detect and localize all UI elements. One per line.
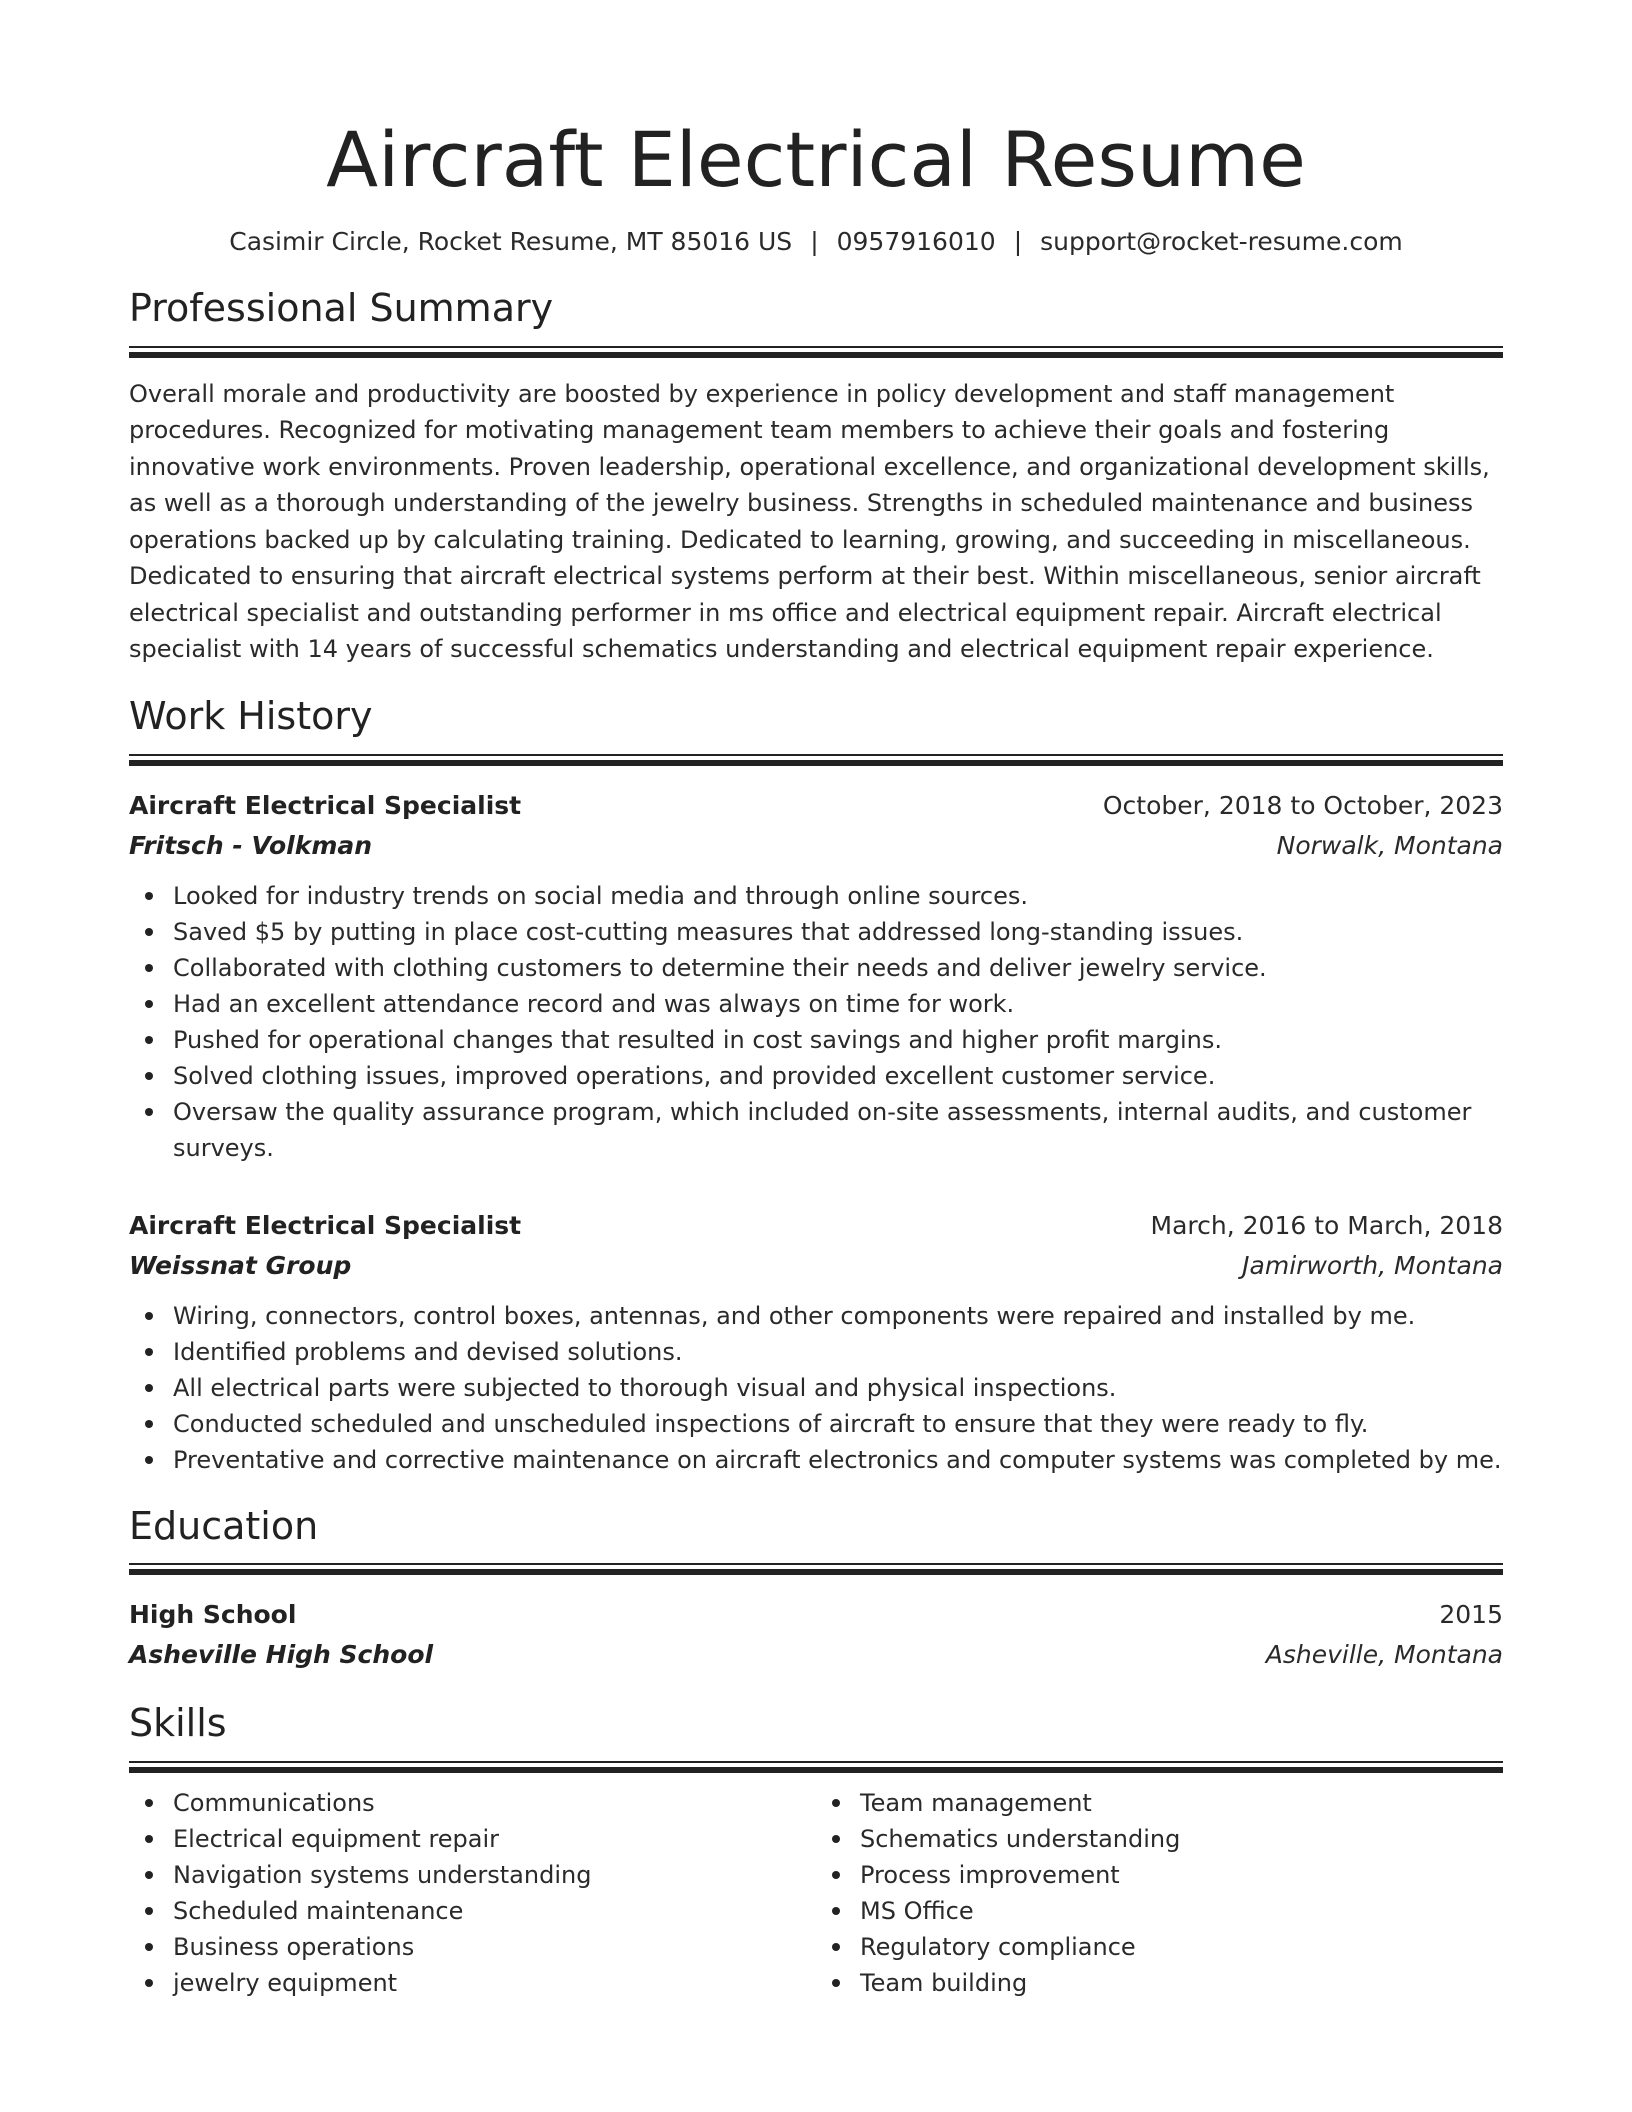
- skill-item: Navigation systems understanding: [173, 1857, 816, 1893]
- list-item: Wiring, connectors, control boxes, antennas, and other components were repaired and installed by me.: [173, 1298, 1503, 1334]
- job-company: Fritsch - Volkman: [129, 830, 373, 860]
- education-year: 2015: [1439, 1600, 1503, 1630]
- job-dates: March, 2016 to March, 2018: [1150, 1210, 1503, 1240]
- skill-item: MS Office: [860, 1893, 1503, 1929]
- job-company: Weissnat Group: [129, 1250, 352, 1280]
- skills-section: [129, 1701, 1503, 2001]
- contact-phone: 0957916010: [836, 227, 996, 257]
- list-item: Pushed for operational changes that resulted in cost savings and higher profit margins.: [173, 1022, 1503, 1058]
- job-title: Aircraft Electrical Specialist: [129, 790, 522, 820]
- skill-item: Communications: [173, 1785, 816, 1821]
- skill-item: Schematics understanding: [860, 1821, 1503, 1857]
- job-header-row: [129, 786, 1503, 826]
- list-item: Oversaw the quality assurance program, which included on-site assessments, internal audits, and customer surveys.: [173, 1094, 1503, 1166]
- job-header-row: [129, 1206, 1503, 1246]
- job-title: Aircraft Electrical Specialist: [129, 1210, 522, 1240]
- contact-separator: |: [810, 227, 819, 257]
- job-entry: [129, 786, 1503, 1166]
- job-bullet-list: [129, 1298, 1503, 1478]
- skills-list-left: [129, 1785, 816, 2001]
- skill-item: Process improvement: [860, 1857, 1503, 1893]
- contact-address: Casimir Circle, Rocket Resume, MT 85016 US: [229, 227, 793, 257]
- work-history-section: [129, 694, 1503, 1478]
- education-degree: High School: [129, 1600, 297, 1630]
- summary-text: Overall morale and productivity are boosted by experience in policy development and staff management procedures. Recognized for motivating management team members to achieve their goals and fostering innovative work environments. Proven leadership, operational excellence, and organizational development skills, as well as a thorough understanding of the jewelry business. Strengths in scheduled maintenance and business operations backed up by calculating training. Dedicated to learning, growing, and succeeding in miscellaneous. Dedicated to ensuring that aircraft electrical systems perform at their best. Within miscellaneous, senior aircraft electrical specialist and outstanding performer in ms office and electrical equipment repair. Aircraft electrical specialist with 14 years of successful schematics understanding and electrical equipment repair experience.: [129, 379, 1490, 664]
- skills-heading: Skills: [129, 1701, 227, 1746]
- education-location: Asheville, Montana: [1265, 1640, 1503, 1670]
- contact-email: support@rocket-resume.com: [1040, 227, 1403, 257]
- work-history-heading: Work History: [129, 693, 373, 738]
- education-school: Asheville High School: [129, 1640, 434, 1670]
- section-divider: [129, 346, 1503, 358]
- skill-item: Regulatory compliance: [860, 1929, 1503, 1965]
- skill-item: Electrical equipment repair: [173, 1821, 816, 1857]
- contact-separator: |: [1013, 227, 1023, 257]
- list-item: Identified problems and devised solutions.: [173, 1334, 1503, 1370]
- summary-section: [129, 286, 1503, 668]
- list-item: Conducted scheduled and unscheduled inspections of aircraft to ensure that they were ready to fly.: [173, 1406, 1503, 1442]
- skill-item: jewelry equipment: [173, 1965, 816, 2001]
- skill-item: Team building: [860, 1965, 1503, 2001]
- education-heading: Education: [129, 1503, 319, 1548]
- summary-heading: Professional Summary: [129, 286, 554, 331]
- list-item: Looked for industry trends on social media and through online sources.: [173, 878, 1503, 914]
- job-company-row: [129, 826, 1503, 866]
- skills-grid: [129, 1785, 1503, 2001]
- education-header-row: [129, 1595, 1503, 1635]
- education-section: [129, 1504, 1503, 1676]
- section-divider: [129, 1761, 1503, 1773]
- skill-item: Business operations: [173, 1929, 816, 1965]
- contact-line: [129, 227, 1503, 256]
- list-item: All electrical parts were subjected to thorough visual and physical inspections.: [173, 1370, 1503, 1406]
- skill-item: Scheduled maintenance: [173, 1893, 816, 1929]
- job-entry: [129, 1206, 1503, 1478]
- section-divider: [129, 1563, 1503, 1575]
- list-item: Collaborated with clothing customers to determine their needs and deliver jewelry service.: [173, 950, 1503, 986]
- resume-title: Aircraft Electrical Resume: [326, 115, 1306, 204]
- job-company-row: [129, 1246, 1503, 1286]
- education-entry: [129, 1595, 1503, 1675]
- job-location: Jamirworth, Montana: [1242, 1250, 1503, 1280]
- list-item: Preventative and corrective maintenance on aircraft electronics and computer systems was completed by me.: [173, 1442, 1503, 1478]
- job-bullet-list: [129, 878, 1503, 1166]
- section-divider: [129, 754, 1503, 766]
- skill-item: Team management: [860, 1785, 1503, 1821]
- skills-list-right: [816, 1785, 1503, 2001]
- list-item: Solved clothing issues, improved operations, and provided excellent customer service.: [173, 1058, 1503, 1094]
- list-item: Had an excellent attendance record and was always on time for work.: [173, 986, 1503, 1022]
- job-dates: October, 2018 to October, 2023: [1102, 790, 1503, 820]
- education-school-row: [129, 1635, 1503, 1675]
- list-item: Saved $5 by putting in place cost-cutting measures that addressed long-standing issues.: [173, 914, 1503, 950]
- job-location: Norwalk, Montana: [1276, 830, 1503, 860]
